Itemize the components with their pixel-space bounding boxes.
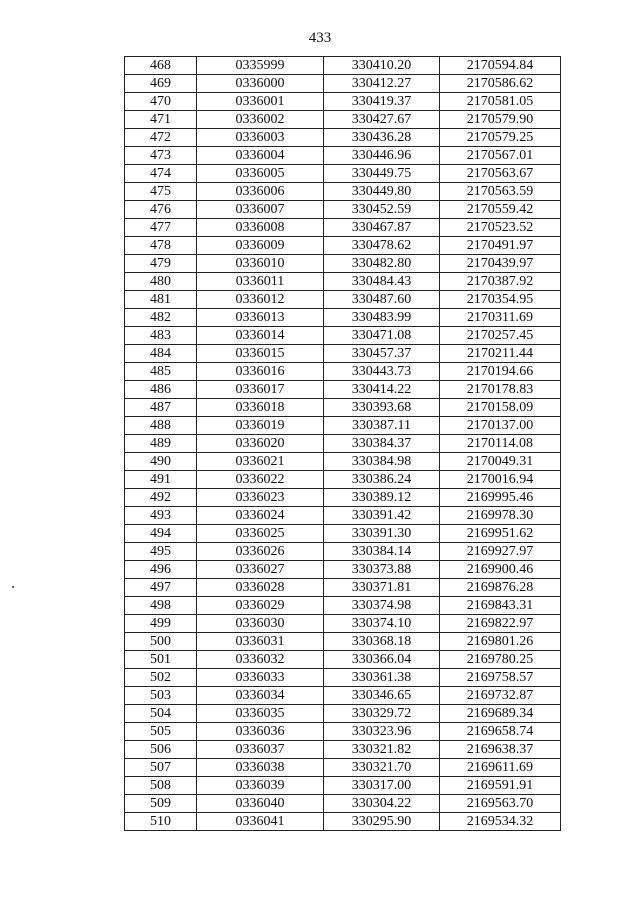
point-number-cell: 468 [125, 57, 197, 75]
point-code-cell: 0336019 [197, 417, 324, 435]
y-coordinate-cell: 2170491.97 [440, 237, 561, 255]
y-coordinate-cell: 2169780.25 [440, 651, 561, 669]
table-row [125, 417, 561, 435]
point-number-cell: 476 [125, 201, 197, 219]
x-coordinate-cell: 330329.72 [324, 705, 440, 723]
x-coordinate-cell: 330427.67 [324, 111, 440, 129]
table-row [125, 723, 561, 741]
point-number-cell: 480 [125, 273, 197, 291]
point-number-cell: 501 [125, 651, 197, 669]
point-number-cell: 505 [125, 723, 197, 741]
x-coordinate-cell: 330374.98 [324, 597, 440, 615]
y-coordinate-cell: 2170211.44 [440, 345, 561, 363]
x-coordinate-cell: 330467.87 [324, 219, 440, 237]
point-number-cell: 479 [125, 255, 197, 273]
point-number-cell: 483 [125, 327, 197, 345]
point-code-cell: 0336008 [197, 219, 324, 237]
x-coordinate-cell: 330446.96 [324, 147, 440, 165]
table-row [125, 561, 561, 579]
point-number-cell: 495 [125, 543, 197, 561]
x-coordinate-cell: 330374.10 [324, 615, 440, 633]
x-coordinate-cell: 330387.11 [324, 417, 440, 435]
x-coordinate-cell: 330371.81 [324, 579, 440, 597]
table-row [125, 759, 561, 777]
y-coordinate-cell: 2169758.57 [440, 669, 561, 687]
point-number-cell: 472 [125, 129, 197, 147]
x-coordinate-cell: 330487.60 [324, 291, 440, 309]
point-code-cell: 0336007 [197, 201, 324, 219]
table-row [125, 147, 561, 165]
point-number-cell: 497 [125, 579, 197, 597]
table-row [125, 57, 561, 75]
point-code-cell: 0336004 [197, 147, 324, 165]
x-coordinate-cell: 330391.42 [324, 507, 440, 525]
y-coordinate-cell: 2170137.00 [440, 417, 561, 435]
point-code-cell: 0336037 [197, 741, 324, 759]
table-row [125, 399, 561, 417]
point-code-cell: 0336026 [197, 543, 324, 561]
point-code-cell: 0336029 [197, 597, 324, 615]
y-coordinate-cell: 2170523.52 [440, 219, 561, 237]
table-row [125, 219, 561, 237]
point-code-cell: 0336014 [197, 327, 324, 345]
y-coordinate-cell: 2169638.37 [440, 741, 561, 759]
x-coordinate-cell: 330452.59 [324, 201, 440, 219]
table-row [125, 507, 561, 525]
table-row [125, 633, 561, 651]
table-body [125, 57, 561, 831]
y-coordinate-cell: 2170049.31 [440, 453, 561, 471]
point-code-cell: 0336027 [197, 561, 324, 579]
y-coordinate-cell: 2170354.95 [440, 291, 561, 309]
point-number-cell: 502 [125, 669, 197, 687]
x-coordinate-cell: 330384.37 [324, 435, 440, 453]
point-number-cell: 491 [125, 471, 197, 489]
x-coordinate-cell: 330393.68 [324, 399, 440, 417]
point-number-cell: 487 [125, 399, 197, 417]
y-coordinate-cell: 2170579.90 [440, 111, 561, 129]
y-coordinate-cell: 2169591.91 [440, 777, 561, 795]
x-coordinate-cell: 330483.99 [324, 309, 440, 327]
y-coordinate-cell: 2169843.31 [440, 597, 561, 615]
point-code-cell: 0336038 [197, 759, 324, 777]
point-code-cell: 0336017 [197, 381, 324, 399]
point-number-cell: 508 [125, 777, 197, 795]
x-coordinate-cell: 330389.12 [324, 489, 440, 507]
point-code-cell: 0336003 [197, 129, 324, 147]
x-coordinate-cell: 330412.27 [324, 75, 440, 93]
point-number-cell: 478 [125, 237, 197, 255]
table-row [125, 525, 561, 543]
table-row [125, 381, 561, 399]
y-coordinate-cell: 2169876.28 [440, 579, 561, 597]
point-number-cell: 507 [125, 759, 197, 777]
y-coordinate-cell: 2170586.62 [440, 75, 561, 93]
y-coordinate-cell: 2170559.42 [440, 201, 561, 219]
point-code-cell: 0336011 [197, 273, 324, 291]
point-number-cell: 490 [125, 453, 197, 471]
table-row [125, 777, 561, 795]
y-coordinate-cell: 2169927.97 [440, 543, 561, 561]
point-code-cell: 0336013 [197, 309, 324, 327]
y-coordinate-cell: 2169995.46 [440, 489, 561, 507]
x-coordinate-cell: 330321.82 [324, 741, 440, 759]
y-coordinate-cell: 2169534.32 [440, 813, 561, 831]
point-number-cell: 473 [125, 147, 197, 165]
point-code-cell: 0336036 [197, 723, 324, 741]
table-row [125, 327, 561, 345]
point-number-cell: 510 [125, 813, 197, 831]
table-row [125, 579, 561, 597]
coordinates-table [124, 56, 561, 831]
point-number-cell: 469 [125, 75, 197, 93]
point-number-cell: 506 [125, 741, 197, 759]
point-code-cell: 0336040 [197, 795, 324, 813]
point-number-cell: 504 [125, 705, 197, 723]
table-row [125, 345, 561, 363]
y-coordinate-cell: 2170158.09 [440, 399, 561, 417]
x-coordinate-cell: 330384.14 [324, 543, 440, 561]
point-code-cell: 0336000 [197, 75, 324, 93]
x-coordinate-cell: 330361.38 [324, 669, 440, 687]
point-number-cell: 475 [125, 183, 197, 201]
point-code-cell: 0336025 [197, 525, 324, 543]
table-row [125, 309, 561, 327]
x-coordinate-cell: 330414.22 [324, 381, 440, 399]
x-coordinate-cell: 330295.90 [324, 813, 440, 831]
y-coordinate-cell: 2169978.30 [440, 507, 561, 525]
table-row [125, 291, 561, 309]
y-coordinate-cell: 2170178.83 [440, 381, 561, 399]
point-code-cell: 0336034 [197, 687, 324, 705]
point-code-cell: 0336033 [197, 669, 324, 687]
point-code-cell: 0336016 [197, 363, 324, 381]
point-code-cell: 0336028 [197, 579, 324, 597]
x-coordinate-cell: 330391.30 [324, 525, 440, 543]
table-row [125, 111, 561, 129]
y-coordinate-cell: 2169563.70 [440, 795, 561, 813]
y-coordinate-cell: 2169801.26 [440, 633, 561, 651]
point-number-cell: 489 [125, 435, 197, 453]
table-row [125, 489, 561, 507]
y-coordinate-cell: 2170114.08 [440, 435, 561, 453]
point-number-cell: 477 [125, 219, 197, 237]
point-number-cell: 500 [125, 633, 197, 651]
point-code-cell: 0336001 [197, 93, 324, 111]
y-coordinate-cell: 2170387.92 [440, 273, 561, 291]
y-coordinate-cell: 2170563.67 [440, 165, 561, 183]
table-row [125, 687, 561, 705]
point-code-cell: 0336021 [197, 453, 324, 471]
y-coordinate-cell: 2169732.87 [440, 687, 561, 705]
x-coordinate-cell: 330482.80 [324, 255, 440, 273]
page-number: 433 [308, 30, 332, 46]
y-coordinate-cell: 2170194.66 [440, 363, 561, 381]
point-code-cell: 0336012 [197, 291, 324, 309]
point-number-cell: 494 [125, 525, 197, 543]
point-number-cell: 482 [125, 309, 197, 327]
point-code-cell: 0336023 [197, 489, 324, 507]
x-coordinate-cell: 330373.88 [324, 561, 440, 579]
point-number-cell: 474 [125, 165, 197, 183]
x-coordinate-cell: 330323.96 [324, 723, 440, 741]
x-coordinate-cell: 330368.18 [324, 633, 440, 651]
y-coordinate-cell: 2170563.59 [440, 183, 561, 201]
point-code-cell: 0336015 [197, 345, 324, 363]
point-code-cell: 0336006 [197, 183, 324, 201]
point-code-cell: 0336024 [197, 507, 324, 525]
point-code-cell: 0336030 [197, 615, 324, 633]
point-number-cell: 481 [125, 291, 197, 309]
point-code-cell: 0336009 [197, 237, 324, 255]
x-coordinate-cell: 330410.20 [324, 57, 440, 75]
table-row [125, 363, 561, 381]
x-coordinate-cell: 330346.65 [324, 687, 440, 705]
x-coordinate-cell: 330321.70 [324, 759, 440, 777]
point-number-cell: 484 [125, 345, 197, 363]
x-coordinate-cell: 330304.22 [324, 795, 440, 813]
point-number-cell: 503 [125, 687, 197, 705]
y-coordinate-cell: 2170579.25 [440, 129, 561, 147]
table-row [125, 813, 561, 831]
point-number-cell: 492 [125, 489, 197, 507]
table-row [125, 615, 561, 633]
y-coordinate-cell: 2169611.69 [440, 759, 561, 777]
x-coordinate-cell: 330317.00 [324, 777, 440, 795]
x-coordinate-cell: 330471.08 [324, 327, 440, 345]
table-row [125, 435, 561, 453]
point-number-cell: 485 [125, 363, 197, 381]
x-coordinate-cell: 330386.24 [324, 471, 440, 489]
point-number-cell: 470 [125, 93, 197, 111]
table-row [125, 273, 561, 291]
point-code-cell: 0336035 [197, 705, 324, 723]
y-coordinate-cell: 2169658.74 [440, 723, 561, 741]
y-coordinate-cell: 2169951.62 [440, 525, 561, 543]
stray-mark [12, 586, 14, 588]
point-code-cell: 0336041 [197, 813, 324, 831]
y-coordinate-cell: 2169900.46 [440, 561, 561, 579]
y-coordinate-cell: 2170257.45 [440, 327, 561, 345]
point-number-cell: 486 [125, 381, 197, 399]
point-number-cell: 496 [125, 561, 197, 579]
y-coordinate-cell: 2170016.94 [440, 471, 561, 489]
point-number-cell: 498 [125, 597, 197, 615]
point-number-cell: 488 [125, 417, 197, 435]
y-coordinate-cell: 2170439.97 [440, 255, 561, 273]
y-coordinate-cell: 2170581.05 [440, 93, 561, 111]
point-code-cell: 0336032 [197, 651, 324, 669]
x-coordinate-cell: 330449.80 [324, 183, 440, 201]
x-coordinate-cell: 330449.75 [324, 165, 440, 183]
y-coordinate-cell: 2169822.97 [440, 615, 561, 633]
y-coordinate-cell: 2170594.84 [440, 57, 561, 75]
table-row [125, 543, 561, 561]
table-row [125, 471, 561, 489]
x-coordinate-cell: 330478.62 [324, 237, 440, 255]
x-coordinate-cell: 330443.73 [324, 363, 440, 381]
table-row [125, 75, 561, 93]
x-coordinate-cell: 330484.43 [324, 273, 440, 291]
table-row [125, 183, 561, 201]
table-row [125, 453, 561, 471]
point-number-cell: 499 [125, 615, 197, 633]
point-code-cell: 0336039 [197, 777, 324, 795]
y-coordinate-cell: 2169689.34 [440, 705, 561, 723]
table-row [125, 129, 561, 147]
y-coordinate-cell: 2170567.01 [440, 147, 561, 165]
point-code-cell: 0335999 [197, 57, 324, 75]
point-number-cell: 493 [125, 507, 197, 525]
point-code-cell: 0336020 [197, 435, 324, 453]
table-row [125, 237, 561, 255]
x-coordinate-cell: 330419.37 [324, 93, 440, 111]
x-coordinate-cell: 330384.98 [324, 453, 440, 471]
y-coordinate-cell: 2170311.69 [440, 309, 561, 327]
point-number-cell: 509 [125, 795, 197, 813]
point-code-cell: 0336031 [197, 633, 324, 651]
point-code-cell: 0336010 [197, 255, 324, 273]
x-coordinate-cell: 330457.37 [324, 345, 440, 363]
x-coordinate-cell: 330436.28 [324, 129, 440, 147]
x-coordinate-cell: 330366.04 [324, 651, 440, 669]
table-row [125, 597, 561, 615]
point-code-cell: 0336022 [197, 471, 324, 489]
point-code-cell: 0336002 [197, 111, 324, 129]
point-number-cell: 471 [125, 111, 197, 129]
point-code-cell: 0336018 [197, 399, 324, 417]
point-code-cell: 0336005 [197, 165, 324, 183]
table-row [125, 93, 561, 111]
table-row [125, 165, 561, 183]
table-row [125, 255, 561, 273]
table-row [125, 201, 561, 219]
table-row [125, 669, 561, 687]
table-row [125, 795, 561, 813]
table-row [125, 741, 561, 759]
table-row [125, 705, 561, 723]
table-row [125, 651, 561, 669]
